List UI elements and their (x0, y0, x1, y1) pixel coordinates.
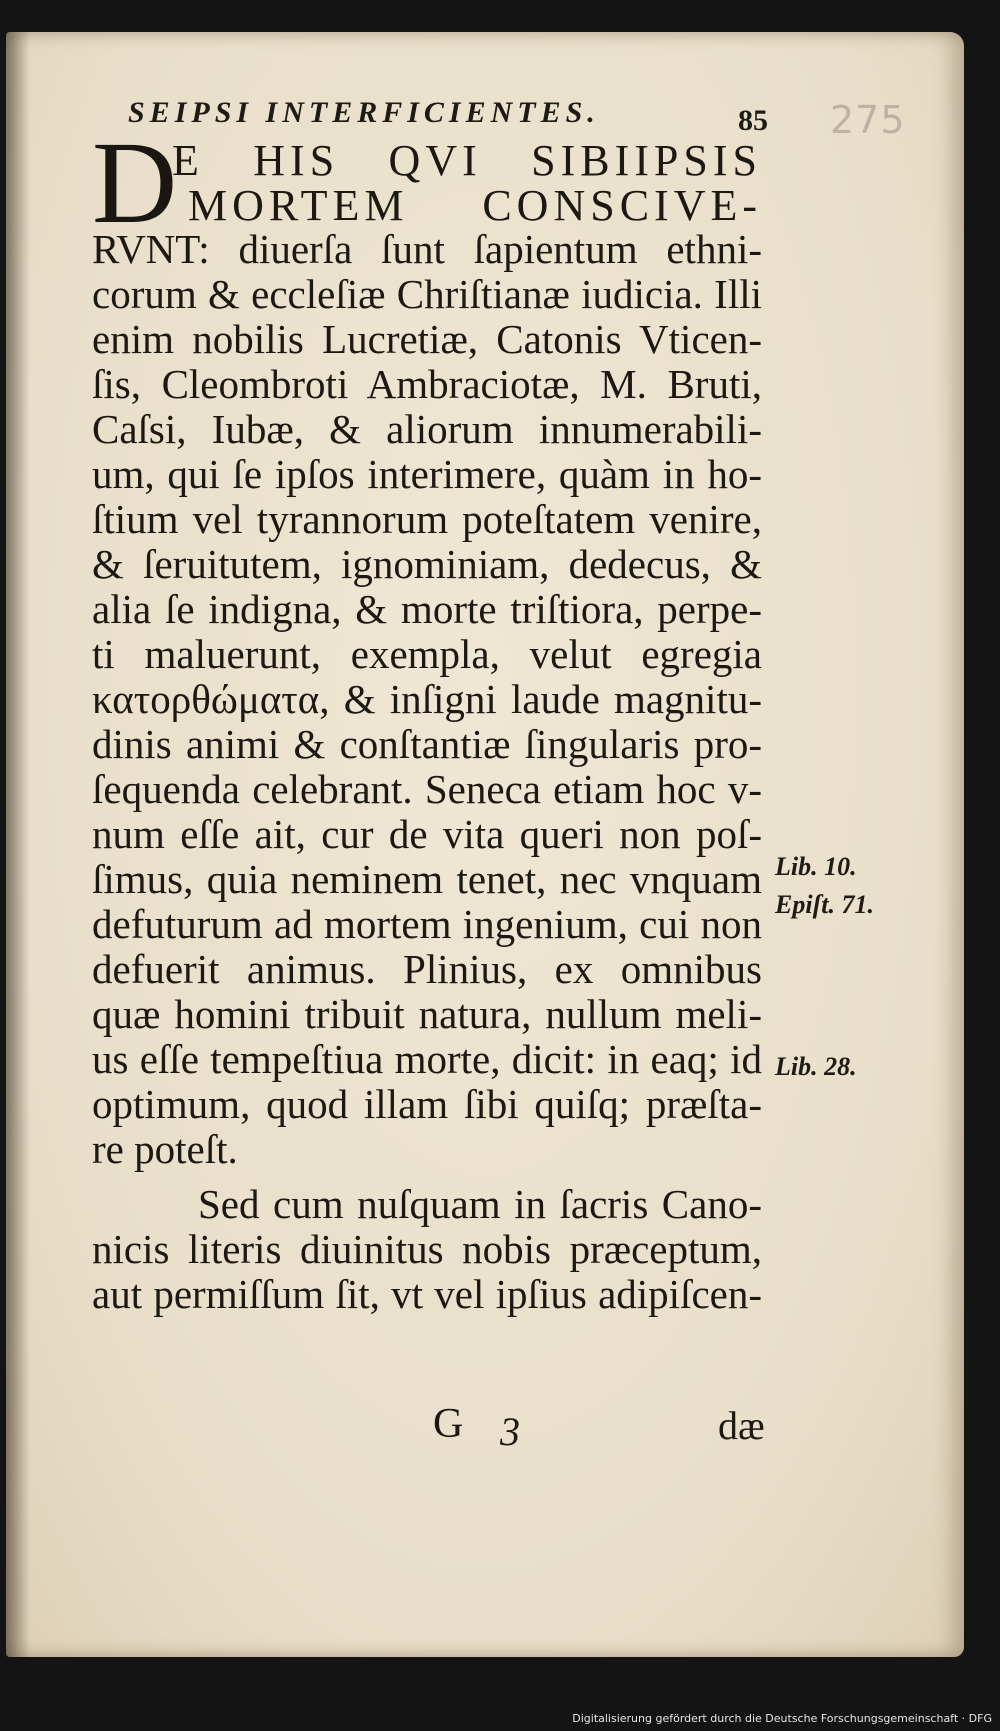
text-line: defuerit animus. Plinius, ex omnibus (92, 946, 762, 992)
text-line: nicis literis diuinitus nobis præceptum, (92, 1226, 762, 1272)
text-line: enim nobilis Lucretiæ, Catonis Vticen- (92, 316, 762, 362)
text-line: aut permiſſum ſit, vt vel ipſius adipiſcen- (92, 1271, 762, 1317)
text-line: E HIS QVI SIBIIPSIS (172, 136, 762, 185)
margin-note: Lib. 28. (775, 1052, 857, 1081)
text-line: Sed cum nuſquam in ſacris Cano- (198, 1181, 762, 1227)
text-line: dinis animi & conſtantiæ ſingularis pro- (92, 721, 762, 767)
digitization-credit: Digitalisierung gefördert durch die Deutsche Forschungsgemeinschaft · DFG (572, 1712, 992, 1725)
margin-note: Lib. 10. (775, 852, 857, 881)
text-line: num eſſe ait, cur de vita queri non poſ- (92, 811, 762, 857)
drop-capital: D (92, 117, 178, 248)
text-line: ti maluerunt, exempla, velut egregia (92, 631, 762, 677)
text-line: corum & eccleſiæ Chriſtianæ iudicia. Illi (92, 271, 762, 317)
text-line: Caſsi, Iubæ, & aliorum innumerabili- (92, 406, 762, 452)
pencil-folio-number: 275 (830, 98, 906, 142)
text-line: um, qui ſe ipſos interimere, quàm in ho- (92, 451, 762, 497)
text-line: & ſeruitutem, ignominiam, dedecus, & (92, 541, 762, 587)
text-line: us eſſe tempeſtiua morte, dicit: in eaq; id (92, 1036, 762, 1082)
text-line: alia ſe indigna, & morte triſtiora, perpe- (92, 586, 762, 632)
text-line: optimum, quod illam ſibi quiſq; præſta- (92, 1081, 762, 1127)
catchword: dæ (718, 1403, 765, 1448)
running-title: SEIPSI INTERFICIENTES. (128, 96, 600, 129)
page-number: 85 (738, 104, 768, 137)
text-line: ſimus, quia neminem tenet, nec vnquam (92, 856, 762, 902)
text-line: quæ homini tribuit natura, nullum meli- (92, 991, 762, 1037)
text-line: κατορθώματα, & inſigni laude magnitu- (92, 676, 762, 722)
text-line: ſis, Cleombroti Ambraciotæ, M. Bruti, (92, 361, 762, 407)
margin-note: Epiſt. 71. (775, 890, 874, 919)
text-line: ſequenda celebrant. Seneca etiam hoc v- (92, 766, 762, 812)
text-line: ſtium vel tyrannorum poteſtatem venire, (92, 496, 762, 542)
text-line: re poteſt. (92, 1126, 238, 1172)
text-line: defuturum ad mortem ingenium, cui non (92, 901, 762, 947)
text-line: MORTEM CONSCIVE- (188, 181, 762, 230)
text-line: RVNT: diuerſa ſunt ſapientum ethni- (92, 226, 762, 272)
spine-shadow (6, 32, 30, 1657)
signature-number: 3 (500, 1409, 520, 1454)
signature-mark: G (433, 1401, 464, 1447)
